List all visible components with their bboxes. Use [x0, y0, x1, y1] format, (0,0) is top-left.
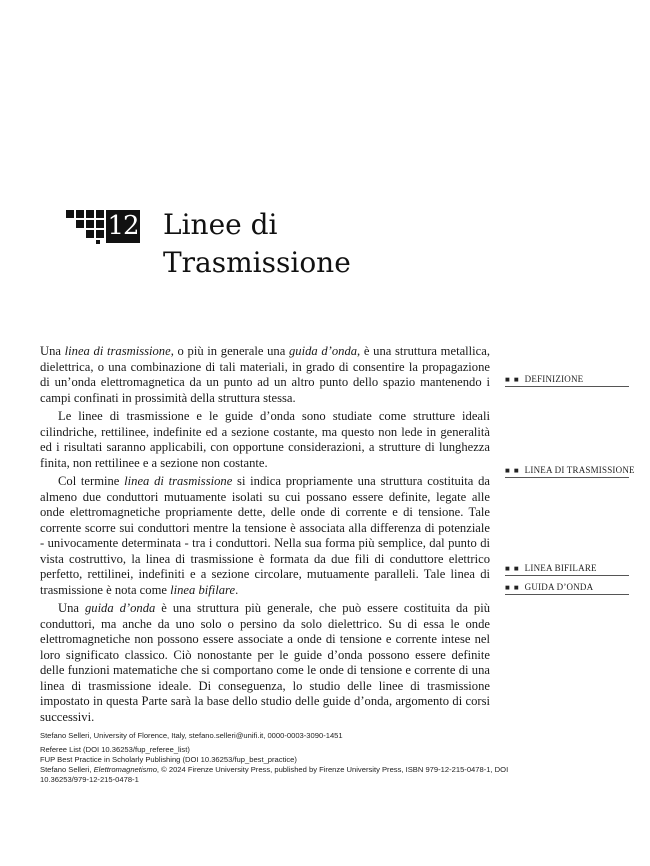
- text: Una: [58, 601, 85, 615]
- bullet-squares-icon: ■ ■: [505, 564, 520, 573]
- chapter-number: 12: [107, 211, 139, 241]
- chapter-title: [163, 206, 523, 282]
- text: Una: [40, 344, 65, 358]
- author-affiliation: Stefano Selleri, University of Florence, Italy, stefano.selleri@unifi.it, 0000-0003-3090-1451: [40, 731, 343, 740]
- best-practice: FUP Best Practice in Scholarly Publishing (DOI 10.36253/fup_best_practice): [40, 755, 297, 764]
- paragraph-3: [40, 474, 490, 598]
- text: , è una struttura metallica, dielettrica, o una combinazione di tali materiali, in grado di consentire la propagazione di un’onda elettromagnetica da un punto ad un altro punto dello spazio mantenendo i campi confinati in prossimità della struttura stessa.: [40, 344, 490, 405]
- paragraph-2: Le linee di trasmissione e le guide d’onda sono studiate come strutture ideali cilindriche, rettilinee, indefinite ed a sezione costante, ma questo non lede in generalità ed i risultati saranno applicabili, con opportune considerazioni, a strutture di lunghezza finita, non rettilinee e a sezione non costante.: [40, 409, 490, 470]
- bullet-squares-icon: ■ ■: [505, 375, 520, 384]
- emphasis: linea bifilare: [170, 582, 236, 597]
- bullet-squares-icon: ■ ■: [505, 466, 520, 475]
- margin-note-linea-trasmissione: [505, 465, 635, 478]
- emphasis: guida d’onda: [84, 601, 156, 615]
- book-title: Elettromagnetismo: [93, 765, 157, 774]
- text: Col termine: [58, 474, 125, 488]
- emphasis: linea di trasmissione: [124, 474, 233, 488]
- body-text: [40, 344, 490, 728]
- emphasis: linea di trasmissione: [64, 344, 171, 358]
- margin-note-definizione: [505, 374, 629, 387]
- footer: [40, 731, 510, 785]
- text: Stefano Selleri,: [40, 765, 94, 774]
- chapter-title-line-1: Linee di: [163, 208, 278, 241]
- citation: [40, 765, 510, 785]
- text: è una struttura più generale, che può essere costituita da più conduttori, ma anche da uno solo o persino da solo dielettrico. Su di essa le onde elettromagnetiche non possono essere associate a onde di tensione e corrente intese nel loro significato classico. Ciò nonostante per le guide d’onda possono essere definite delle funzioni matematiche che si comportano come le onde di tensione e corrente di una linea di trasmissione ideale. Di conseguenza, lo studio delle linee di trasmissione impostato in questa Parte sarà la base dello studio delle guide d’onda, argomento di corsi successivi.: [40, 601, 490, 724]
- paragraph-1: [40, 344, 490, 406]
- text: , © 2024 Firenze University Press, published by Firenze University Press, ISBN 979-12-215-0478-1, DOI 10.36253/979-12-215-0478-1: [40, 765, 509, 784]
- margin-note-label: LINEA BIFILARE: [524, 563, 597, 573]
- chapter-title-line-2: Trasmissione: [163, 246, 351, 279]
- bullet-squares-icon: ■ ■: [505, 583, 520, 592]
- referee-list: Referee List (DOI 10.36253/fup_referee_list): [40, 745, 190, 754]
- emphasis: guida d’onda: [288, 344, 358, 358]
- margin-note-label: GUIDA D’ONDA: [524, 582, 594, 592]
- margin-note-linea-bifilare: [505, 563, 629, 576]
- margin-note-label: LINEA DI TRASMISSIONE: [524, 465, 635, 475]
- paragraph-4: [40, 601, 490, 725]
- margin-note-guida-onda: [505, 582, 629, 595]
- text: .: [235, 582, 239, 597]
- margin-note-label: DEFINIZIONE: [524, 374, 584, 384]
- text: , o più in generale una: [170, 344, 289, 358]
- text: si indica propriamente una struttura costituita da almeno due conduttori mutuamente isolati su cui possano essere definite, legate alle onde elettromagnetiche propriamente dette, delle onde di corrente e di tensione. Tale corrente scorre sui conduttori mentre la tensione è associata alla differenza di potenziale - univocamente determinata - tra i conduttori. Nella sua forma più semplice, dal punto di vista costruttivo, la linea di trasmissione è formata da due fili di conduttore elettrico perfetto, rettilinei, indefiniti e a sezione circolare, mutuamente paralleli. Tale linea di trasmissione è nota come: [40, 474, 490, 597]
